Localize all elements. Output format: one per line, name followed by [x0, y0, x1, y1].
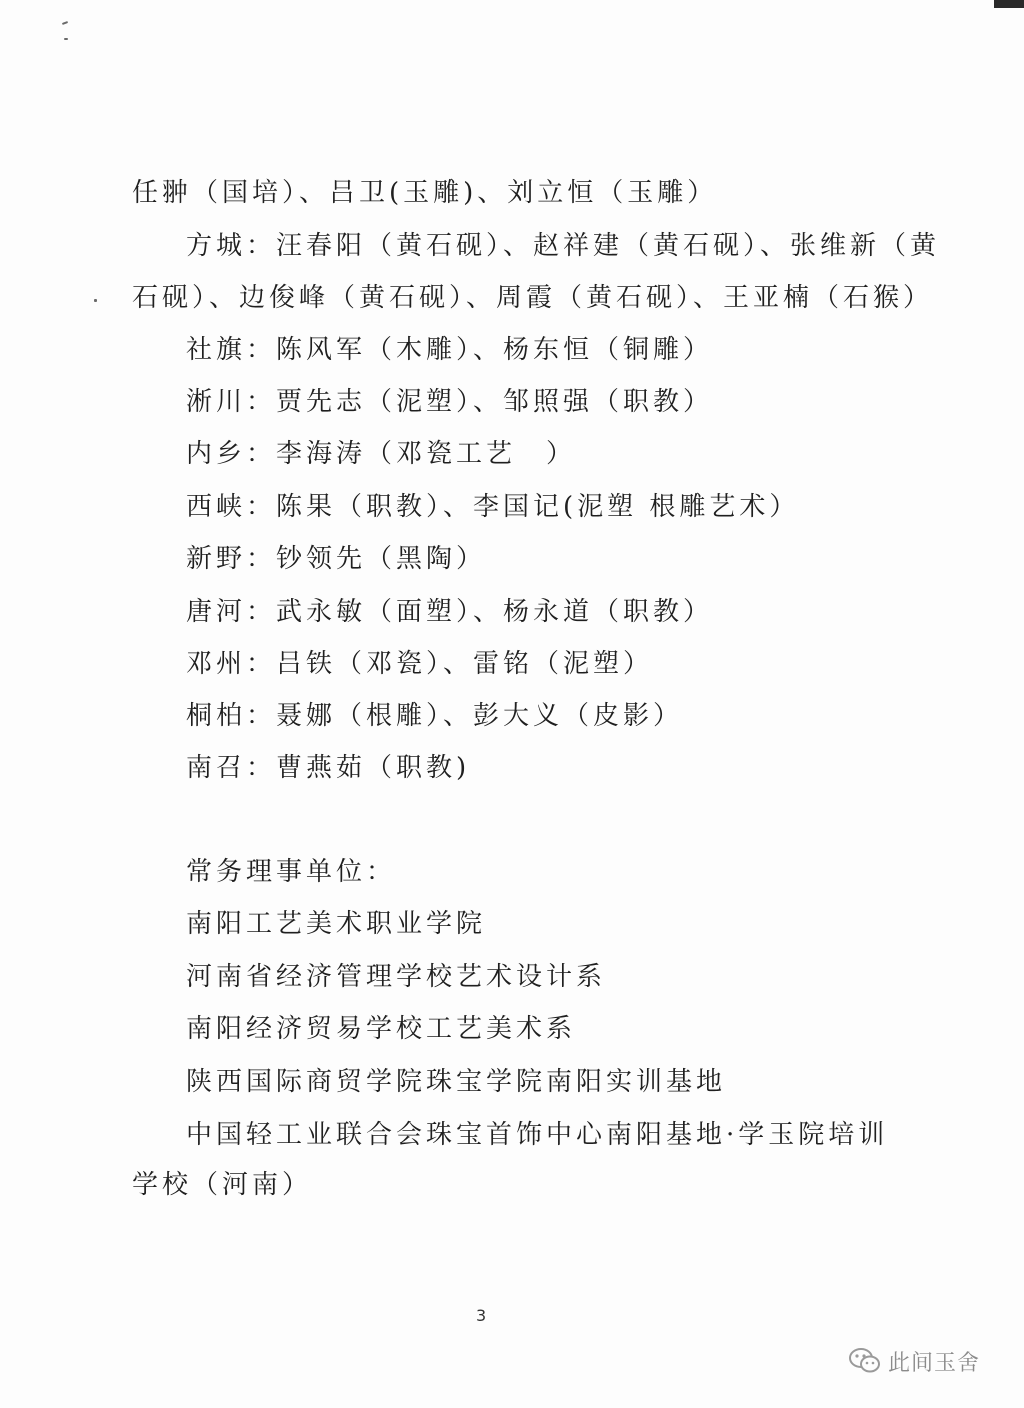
- text-line-9: 唐河：武永敏（面塑）、杨永道（职教）: [186, 597, 714, 627]
- scan-speck: [94, 299, 97, 302]
- section-heading: 常务理事单位：: [186, 857, 397, 887]
- scan-speck: [64, 38, 68, 40]
- text-line-10: 邓州：吕铁（邓瓷）、雷铭（泥塑）: [186, 649, 654, 679]
- scan-speck: [62, 21, 68, 25]
- watermark: [848, 1344, 980, 1378]
- unit-line-6: 学校（河南）: [132, 1170, 313, 1200]
- text-line-6: 内乡：李海涛（邓瓷工艺 ）: [186, 439, 577, 469]
- text-line-5: 淅川：贾先志（泥塑）、邹照强（职教）: [186, 387, 714, 417]
- unit-line-5: 中国轻工业联合会珠宝首饰中心南阳基地·学玉院培训: [186, 1120, 889, 1150]
- page-number: 3: [476, 1306, 487, 1325]
- text-line-1: 任翀（国培）、吕卫(玉雕)、刘立恒（玉雕）: [132, 178, 718, 208]
- text-line-2: 方城：汪春阳（黄石砚）、赵祥建（黄石砚）、张维新（黄: [186, 231, 941, 261]
- text-line-4: 社旗：陈风军（木雕）、杨东恒（铜雕）: [186, 335, 714, 365]
- text-line-7: 西峡：陈果（职教）、李国记(泥塑 根雕艺术）: [186, 492, 800, 522]
- text-line-12: 南召：曹燕茹（职教): [186, 753, 471, 783]
- unit-line-4: 陕西国际商贸学院珠宝学院南阳实训基地: [186, 1067, 727, 1097]
- unit-line-2: 河南省经济管理学校艺术设计系: [186, 962, 607, 992]
- watermark-text: 此间玉舍: [888, 1350, 981, 1376]
- text-line-8: 新野：钞领先（黑陶）: [186, 544, 487, 574]
- unit-line-3: 南阳经济贸易学校工艺美术系: [186, 1014, 577, 1044]
- wechat-icon: [848, 1347, 882, 1375]
- unit-line-1: 南阳工艺美术职业学院: [186, 909, 487, 939]
- text-line-3: 石砚）、边俊峰（黄石砚）、周霞（黄石砚）、王亚楠（石猴）: [132, 283, 934, 313]
- scan-corner-mark: [994, 0, 1024, 8]
- text-line-11: 桐柏：聂娜（根雕）、彭大义（皮影）: [186, 701, 684, 731]
